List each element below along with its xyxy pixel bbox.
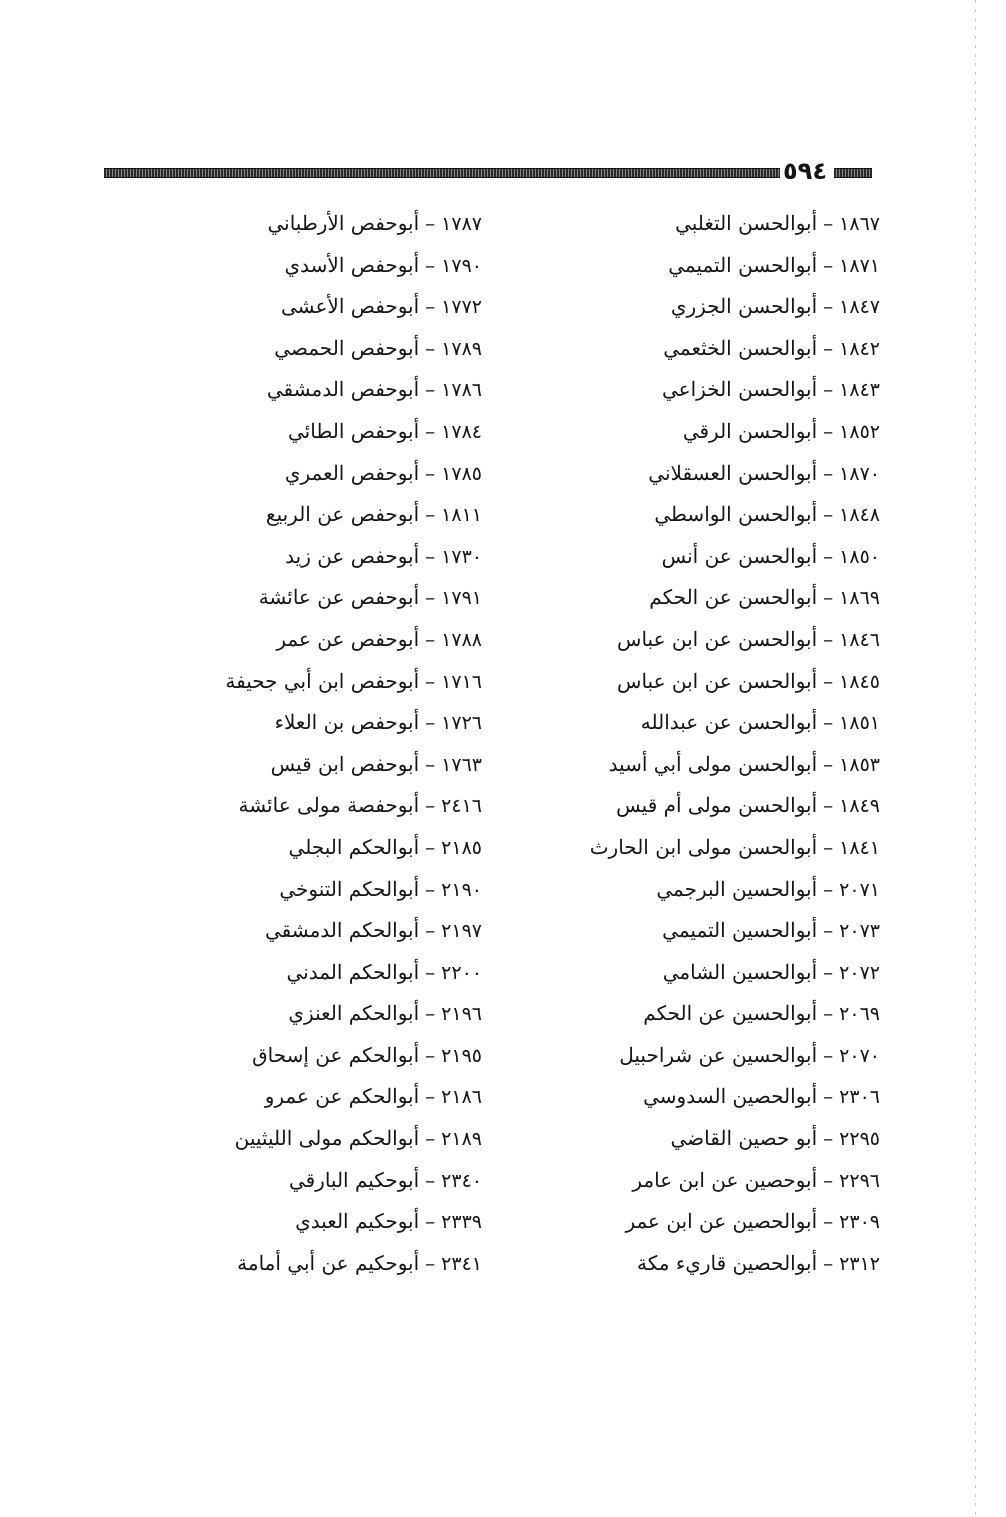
- entry-name: أبوحفص الأسدي: [284, 252, 420, 277]
- entry-name: أبوالحسن التميمي: [668, 252, 818, 277]
- entry-number: ١٧٢٦: [441, 712, 482, 735]
- index-entry: [192, 371, 482, 413]
- entry-dash: –: [823, 1250, 834, 1275]
- index-entry: [192, 288, 482, 330]
- entry-name: أبوحفص عن زيد: [285, 543, 420, 568]
- entry-dash: –: [823, 252, 834, 277]
- entry-number: ٢٢٩٥: [839, 1128, 880, 1151]
- entry-number: ١٨٥٣: [839, 753, 880, 776]
- entry-number: ١٨٦٧: [839, 213, 880, 235]
- entry-number: ١٧٨٨: [441, 628, 482, 651]
- left-column-index: [192, 205, 482, 1286]
- index-entry: [192, 704, 482, 746]
- entry-name: أبوالحسن عن أنس: [661, 543, 818, 568]
- index-entry: [192, 1078, 482, 1120]
- entry-name: أبوالحسن الجزري: [670, 294, 818, 319]
- entry-number: ١٧٩٠: [441, 254, 482, 277]
- entry-number: ١٧٨٤: [441, 420, 482, 443]
- index-entry: [192, 579, 482, 621]
- index-entry: [570, 1078, 880, 1120]
- entry-name: أبوحفصة مولى عائشة: [238, 793, 420, 818]
- entry-number: ٢١٩٧: [441, 920, 482, 943]
- index-entry: [570, 746, 880, 788]
- entry-dash: –: [823, 377, 834, 402]
- entry-dash: –: [823, 543, 834, 568]
- entry-number: ٢٠٧٢: [839, 961, 880, 984]
- index-entry: [192, 663, 482, 705]
- entry-dash: –: [823, 668, 834, 693]
- entry-name: أبوالحسن عن ابن عباس: [617, 668, 818, 693]
- entry-dash: –: [425, 1042, 436, 1067]
- index-entry: [570, 1162, 880, 1204]
- entry-number: ١٨٤٧: [839, 296, 880, 319]
- entry-number: ٢٣٠٦: [839, 1086, 880, 1109]
- entry-dash: –: [823, 1126, 834, 1151]
- entry-number: ١٧٨٦: [441, 379, 482, 402]
- entry-number: ١٨٥٢: [839, 420, 880, 443]
- entry-dash: –: [425, 1126, 436, 1151]
- entry-dash: –: [425, 502, 436, 527]
- index-entry: [570, 912, 880, 954]
- entry-name: أبوحفص الطائي: [287, 418, 420, 443]
- entry-name: أبوالحسن الواسطي: [654, 502, 818, 527]
- entry-dash: –: [425, 793, 436, 818]
- entry-dash: –: [823, 710, 834, 735]
- index-entry: [192, 1245, 482, 1287]
- entry-name: أبوالحسن عن ابن عباس: [617, 626, 818, 651]
- index-entry: [192, 205, 482, 247]
- entry-number: ١٨٧١: [839, 254, 880, 277]
- entry-number: ٢١٨٥: [441, 836, 482, 859]
- index-entry: [192, 1162, 482, 1204]
- entry-dash: –: [823, 335, 834, 360]
- entry-name: أبوحفص الدمشقي: [266, 377, 420, 402]
- index-entry: [192, 871, 482, 913]
- entry-dash: –: [425, 211, 436, 235]
- index-entry: [192, 455, 482, 497]
- entry-name: أبوحفص الحمصي: [274, 335, 420, 360]
- entry-number: ١٧٨٥: [441, 462, 482, 485]
- index-entry: [570, 871, 880, 913]
- index-entry: [192, 1120, 482, 1162]
- entry-dash: –: [425, 1084, 436, 1109]
- entry-name: أبوالحسين عن الحكم: [643, 1001, 818, 1026]
- entry-number: ٢٠٧٠: [839, 1044, 880, 1067]
- index-entry: [192, 1037, 482, 1079]
- entry-name: أبوحفص عن الربيع: [265, 502, 420, 527]
- index-entry: [192, 1203, 482, 1245]
- entry-number: ١٨٤٦: [839, 628, 880, 651]
- entry-number: ١٨٤١: [839, 836, 880, 859]
- entry-name: أبوالحسين التميمي: [662, 918, 818, 943]
- entry-number: ١٨٧٠: [839, 462, 880, 485]
- entry-name: أبوحكيم العبدي: [295, 1209, 420, 1234]
- index-entry: [570, 1245, 880, 1287]
- entry-number: ١٨١١: [441, 504, 482, 527]
- entry-number: ٢١٨٦: [441, 1086, 482, 1109]
- entry-dash: –: [823, 294, 834, 319]
- entry-name: أبوحكيم عن أبي أمامة: [237, 1250, 420, 1275]
- entry-name: أبوالحكم المدني: [286, 959, 420, 984]
- entry-number: ١٨٤٣: [839, 379, 880, 402]
- entry-number: ١٧٧٢: [441, 296, 482, 319]
- entry-number: ٢٢٠٠: [441, 961, 482, 984]
- entry-number: ١٧٣٠: [441, 545, 482, 568]
- entry-dash: –: [425, 460, 436, 485]
- entry-dash: –: [823, 1001, 834, 1026]
- entry-dash: –: [823, 959, 834, 984]
- entry-name: أبوالحسن عن عبدالله: [640, 710, 818, 735]
- entry-number: ١٧٩١: [441, 587, 482, 610]
- page-header: [104, 157, 872, 185]
- entry-dash: –: [823, 793, 834, 818]
- entry-number: ١٨٥٠: [839, 545, 880, 568]
- entry-name: أبو حصين القاضي: [670, 1126, 818, 1151]
- entry-number: ٢٣٤٠: [441, 1169, 482, 1192]
- entry-name: أبوالحسن مولى أم قيس: [616, 793, 818, 818]
- index-entry: [570, 1037, 880, 1079]
- entry-number: ٢٠٧٣: [839, 920, 880, 943]
- entry-dash: –: [823, 876, 834, 901]
- entry-name: أبوالحسن التغلبي: [675, 211, 818, 235]
- entry-number: ٢٢٩٦: [839, 1169, 880, 1192]
- entry-name: أبوحفص ابن أبي جحيفة: [225, 668, 420, 693]
- entry-number: ٢٣٣٩: [441, 1211, 482, 1234]
- entry-number: ٢٠٧١: [839, 878, 880, 901]
- right-column-index: [570, 205, 880, 1286]
- entry-dash: –: [823, 460, 834, 485]
- entry-number: ١٧٦٣: [441, 753, 482, 776]
- entry-name: أبوالحسن مولى أبي أسيد: [608, 751, 818, 776]
- entry-name: أبوحفص الأعشى: [280, 294, 420, 319]
- entry-number: ٢٠٦٩: [839, 1003, 880, 1026]
- index-entry: [570, 371, 880, 413]
- entry-name: أبوالحكم عن إسحاق: [252, 1042, 420, 1067]
- entry-name: أبوالحسن الخثعمي: [663, 335, 818, 360]
- entry-dash: –: [425, 418, 436, 443]
- entry-dash: –: [425, 335, 436, 360]
- entry-dash: –: [823, 1167, 834, 1192]
- entry-name: أبوالحكم العنزي: [288, 1001, 420, 1026]
- index-entry: [570, 954, 880, 996]
- entry-dash: –: [823, 751, 834, 776]
- entry-dash: –: [425, 377, 436, 402]
- entry-number: ١٨٤٥: [839, 670, 880, 693]
- entry-number: ١٧٨٧: [441, 213, 482, 235]
- entry-dash: –: [425, 1250, 436, 1275]
- entry-dash: –: [425, 543, 436, 568]
- entry-name: أبوالحكم التنوخي: [279, 876, 420, 901]
- entry-name: أبوحفص العمري: [284, 460, 420, 485]
- entry-dash: –: [823, 1042, 834, 1067]
- entry-dash: –: [425, 585, 436, 610]
- index-entry: [570, 663, 880, 705]
- entry-name: أبوالحصين السدوسي: [643, 1084, 818, 1109]
- entry-number: ٢٣٠٩: [839, 1211, 880, 1234]
- entry-name: أبوالحكم البجلي: [288, 834, 420, 859]
- entry-dash: –: [823, 502, 834, 527]
- index-entry: [192, 954, 482, 996]
- index-entry: [570, 413, 880, 455]
- entry-dash: –: [823, 834, 834, 859]
- entry-number: ٢٣١٢: [839, 1252, 880, 1275]
- entry-name: أبوحفص الأرطباني: [267, 211, 420, 235]
- entry-dash: –: [425, 1209, 436, 1234]
- entry-name: أبوالحسن عن الحكم: [649, 585, 818, 610]
- entry-dash: –: [425, 252, 436, 277]
- scan-edge-line: [975, 0, 976, 1517]
- entry-name: أبوالحسن الخزاعي: [661, 377, 818, 402]
- index-entry: [570, 330, 880, 372]
- index-entry: [192, 912, 482, 954]
- index-entry: [192, 330, 482, 372]
- entry-dash: –: [823, 918, 834, 943]
- entry-number: ٢١٩٦: [441, 1003, 482, 1026]
- index-entry: [570, 704, 880, 746]
- index-entry: [570, 1120, 880, 1162]
- entry-dash: –: [425, 918, 436, 943]
- entry-number: ١٨٤٩: [839, 795, 880, 818]
- index-entry: [570, 829, 880, 871]
- entry-number: ٢١٨٩: [441, 1128, 482, 1151]
- entry-name: أبوالحسين البرجمي: [656, 876, 818, 901]
- entry-number: ٢١٩٥: [441, 1044, 482, 1067]
- entry-name: أبوالحسن العسقلاني: [648, 460, 818, 485]
- entry-dash: –: [425, 1167, 436, 1192]
- entry-number: ٢١٩٠: [441, 878, 482, 901]
- index-entry: [570, 496, 880, 538]
- entry-number: ١٨٤٢: [839, 337, 880, 360]
- entry-dash: –: [425, 294, 436, 319]
- index-entry: [570, 538, 880, 580]
- entry-name: أبوالحكم مولى الليثيين: [234, 1126, 420, 1151]
- entry-dash: –: [425, 626, 436, 651]
- entry-name: أبوالحصين عن ابن عمر: [625, 1209, 818, 1234]
- entry-dash: –: [425, 1001, 436, 1026]
- entry-number: ١٨٦٩: [839, 587, 880, 610]
- entry-dash: –: [425, 834, 436, 859]
- entry-name: أبوالحسن الرقي: [682, 418, 818, 443]
- entry-dash: –: [823, 626, 834, 651]
- entry-name: أبوالحسن مولى ابن الحارث: [589, 834, 818, 859]
- entry-name: أبوالحكم الدمشقي: [264, 918, 420, 943]
- entry-number: ١٧١٦: [441, 670, 482, 693]
- page-number: ٥٩٤: [783, 157, 827, 185]
- index-entry: [570, 205, 880, 247]
- entry-name: أبوحكيم البارقي: [288, 1167, 420, 1192]
- entry-dash: –: [425, 710, 436, 735]
- index-entry: [570, 288, 880, 330]
- index-entry: [192, 247, 482, 289]
- header-rule-end: [834, 168, 872, 178]
- index-entry: [192, 995, 482, 1037]
- entry-dash: –: [823, 585, 834, 610]
- entry-number: ١٨٥١: [839, 712, 880, 735]
- index-entry: [192, 787, 482, 829]
- entry-name: أبوحصين عن ابن عامر: [632, 1167, 818, 1192]
- entry-number: ١٨٤٨: [839, 504, 880, 527]
- entry-dash: –: [425, 668, 436, 693]
- index-entry: [192, 413, 482, 455]
- entry-name: أبوحفص بن العلاء: [274, 710, 420, 735]
- index-entry: [192, 746, 482, 788]
- index-entry: [570, 787, 880, 829]
- entry-dash: –: [425, 876, 436, 901]
- entry-dash: –: [823, 1209, 834, 1234]
- index-entry: [570, 1203, 880, 1245]
- index-entry: [570, 621, 880, 663]
- entry-name: أبوالحصين قاريء مكة: [636, 1250, 818, 1275]
- entry-name: أبوحفص عن عائشة: [258, 585, 420, 610]
- entry-name: أبوحفص ابن قيس: [270, 751, 420, 776]
- index-entry: [192, 496, 482, 538]
- header-rule: [104, 168, 780, 178]
- entry-number: ١٧٨٩: [441, 337, 482, 360]
- entry-dash: –: [823, 418, 834, 443]
- entry-dash: –: [823, 211, 834, 235]
- index-entry: [192, 829, 482, 871]
- entry-dash: –: [425, 751, 436, 776]
- index-entry: [570, 247, 880, 289]
- index-entry: [570, 995, 880, 1037]
- entry-dash: –: [823, 1084, 834, 1109]
- index-entry: [192, 538, 482, 580]
- index-entry: [570, 579, 880, 621]
- index-entry: [570, 455, 880, 497]
- index-entry: [192, 621, 482, 663]
- entry-dash: –: [425, 959, 436, 984]
- entry-number: ٢٣٤١: [441, 1252, 482, 1275]
- entry-name: أبوالحسين عن شراحبيل: [619, 1042, 818, 1067]
- entry-name: أبوحفص عن عمر: [276, 626, 420, 651]
- entry-number: ٢٤١٦: [441, 795, 482, 818]
- entry-name: أبوالحكم عن عمرو: [264, 1084, 420, 1109]
- entry-name: أبوالحسين الشامي: [662, 959, 818, 984]
